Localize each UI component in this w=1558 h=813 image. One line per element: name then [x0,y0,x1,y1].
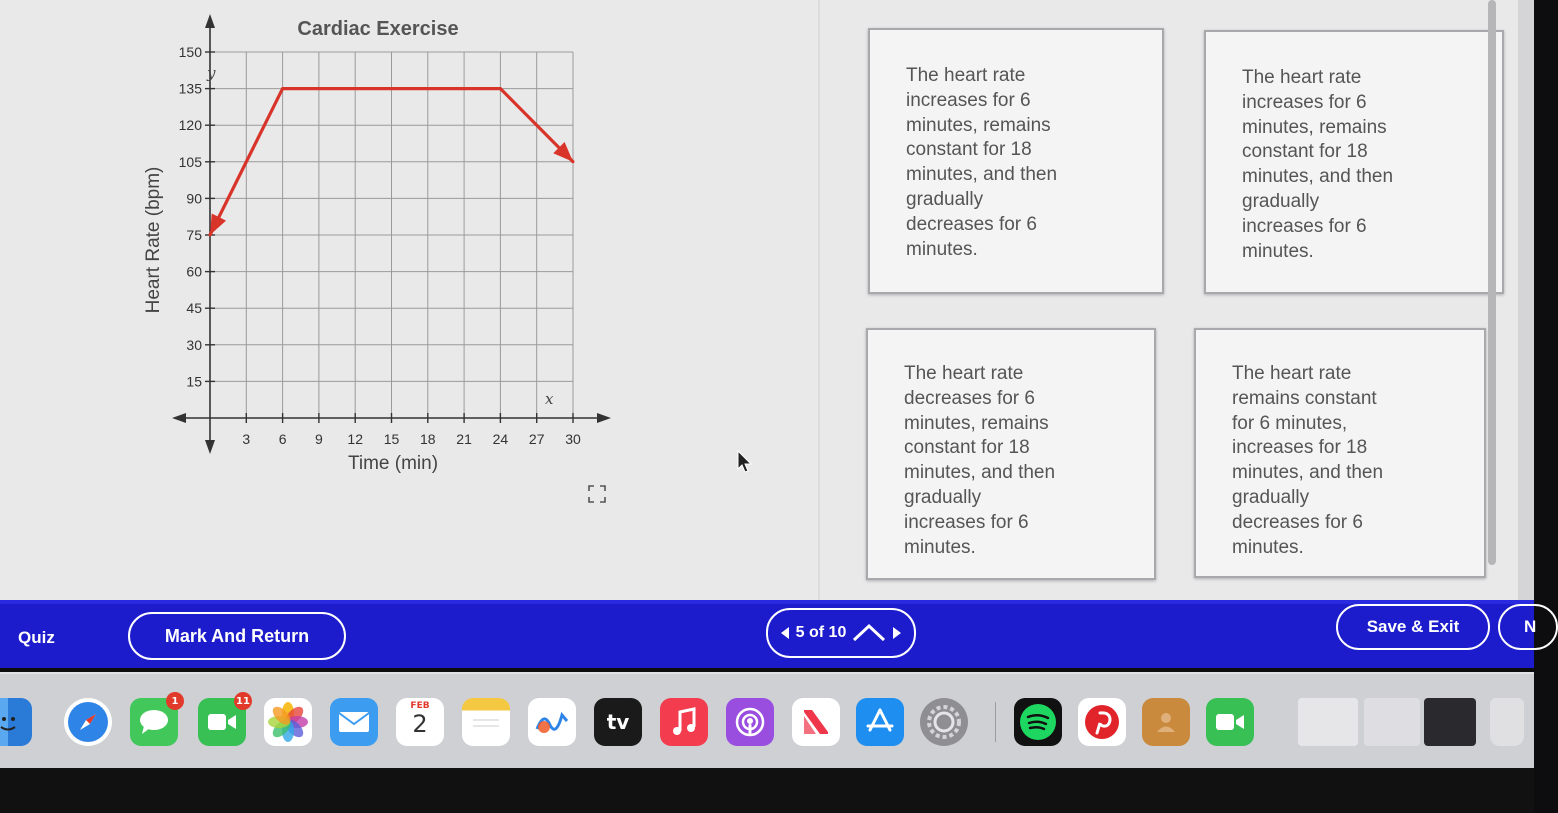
y-tick-label: 150 [178,44,202,60]
x-tick-label: 6 [278,431,287,447]
y-tick-label: 75 [186,227,202,243]
data-point [499,87,502,90]
macos-dock [0,672,1534,768]
x-tick-label: 15 [383,431,400,447]
spotify-icon[interactable] [1014,698,1062,746]
y-tick-label: 105 [178,153,202,170]
dock-separator [995,702,996,742]
question-pager [766,608,916,658]
x-variable-label: x [545,390,554,408]
finder-icon[interactable] [0,698,32,746]
x-tick-label: 27 [528,431,545,447]
y-tick-label: 30 [186,336,202,353]
contacts-icon[interactable] [1142,698,1190,746]
cardiac-exercise-chart [130,10,620,480]
previous-question-icon[interactable] [780,626,790,640]
apple-tv-icon[interactable] [594,698,642,746]
x-tick-label: 12 [347,431,363,447]
quiz-toolbar [0,600,1537,668]
chart-title: Cardiac Exercise [297,18,459,40]
minimized-window-icon[interactable] [1364,698,1420,746]
app-store-icon[interactable] [856,698,904,746]
y-axis-arrow-up [205,14,215,28]
photos-icon[interactable] [264,698,312,746]
save-and-exit-button[interactable]: Save & Exit [1336,604,1490,650]
window-edge [1518,0,1534,600]
screen-bezel [0,768,1534,813]
y-variable-label: y [207,64,216,82]
answer-choice-text: The heart rate decreases for 6 minutes, remains constant for 18 minutes, and then gradually increases for 6 minutes. [904,363,1056,558]
x-axis-title: Time (min) [347,453,439,474]
facetime-window-icon[interactable] [1206,698,1254,746]
x-tick-label: 9 [315,431,323,447]
chart-ticks [179,44,581,447]
pager-label: 5 of 10 [795,624,847,641]
x-tick-label: 18 [420,431,436,447]
news-icon[interactable] [792,698,840,746]
tv-label: tv [606,710,630,734]
quiz-label: Quiz [18,628,55,647]
column-divider [818,0,820,600]
answer-choice-a[interactable] [868,28,1164,294]
x-tick-label: 24 [492,431,509,447]
y-tick-label: 60 [186,263,202,280]
answer-choice-d[interactable] [1194,328,1486,578]
messages-icon[interactable] [130,695,179,746]
calendar-month: FEB [410,701,430,711]
pinterest-icon[interactable] [1078,698,1126,746]
data-point [209,234,212,237]
calendar-day: 2 [412,710,428,738]
next-question-icon[interactable] [892,626,902,640]
next-button[interactable]: N [1498,604,1558,650]
answer-choice-text: The heart rate increases for 6 minutes, remains constant for 18 minutes, and then gradually increases for 6 minutes. [1242,67,1394,262]
x-tick-label: 3 [242,431,251,447]
minimized-window-icon[interactable] [1424,698,1476,746]
answer-choice-text: The heart rate remains constant for 6 minutes, increases for 18 minutes, and then gradually decreases for 6 minutes. [1232,363,1384,558]
calendar-icon[interactable] [396,698,444,746]
chevron-up-icon[interactable] [852,624,886,642]
minimized-window-icon[interactable] [1298,698,1358,746]
messages-badge: 1 [166,692,184,710]
mark-and-return-button[interactable]: Mark And Return [128,612,346,660]
answer-choice-b[interactable] [1204,30,1504,294]
line-start-arrow [210,214,226,235]
answer-choice-c[interactable] [866,328,1156,580]
y-tick-label: 120 [178,117,202,134]
scrollbar[interactable] [1488,0,1496,565]
x-axis-arrow-right [597,413,611,423]
y-tick-label: 90 [186,190,202,207]
y-tick-label: 135 [178,80,202,97]
mail-icon[interactable] [330,698,378,746]
music-icon[interactable] [660,698,708,746]
y-axis-title: Heart Rate (bpm) [143,166,164,314]
podcasts-icon[interactable] [726,698,774,746]
notes-icon[interactable] [462,698,510,746]
freeform-icon[interactable] [528,698,576,746]
trash-icon[interactable] [1490,698,1524,746]
safari-icon[interactable] [64,698,112,746]
x-axis-arrow-left [172,413,186,423]
y-tick-label: 15 [186,373,202,390]
system-settings-icon[interactable] [920,698,968,746]
data-point [281,87,284,90]
x-tick-label: 30 [565,431,581,447]
facetime-badge: 11 [234,692,252,710]
y-tick-label: 45 [186,300,202,317]
facetime-icon[interactable] [198,695,250,746]
y-axis-arrow-down [205,440,215,454]
answer-choice-text: The heart rate increases for 6 minutes, remains constant for 18 minutes, and then gradually decreases for 6 minutes. [906,65,1058,260]
data-point [572,160,575,163]
expand-icon[interactable] [588,485,606,503]
mouse-pointer-icon [737,450,753,474]
x-tick-label: 21 [456,431,472,447]
